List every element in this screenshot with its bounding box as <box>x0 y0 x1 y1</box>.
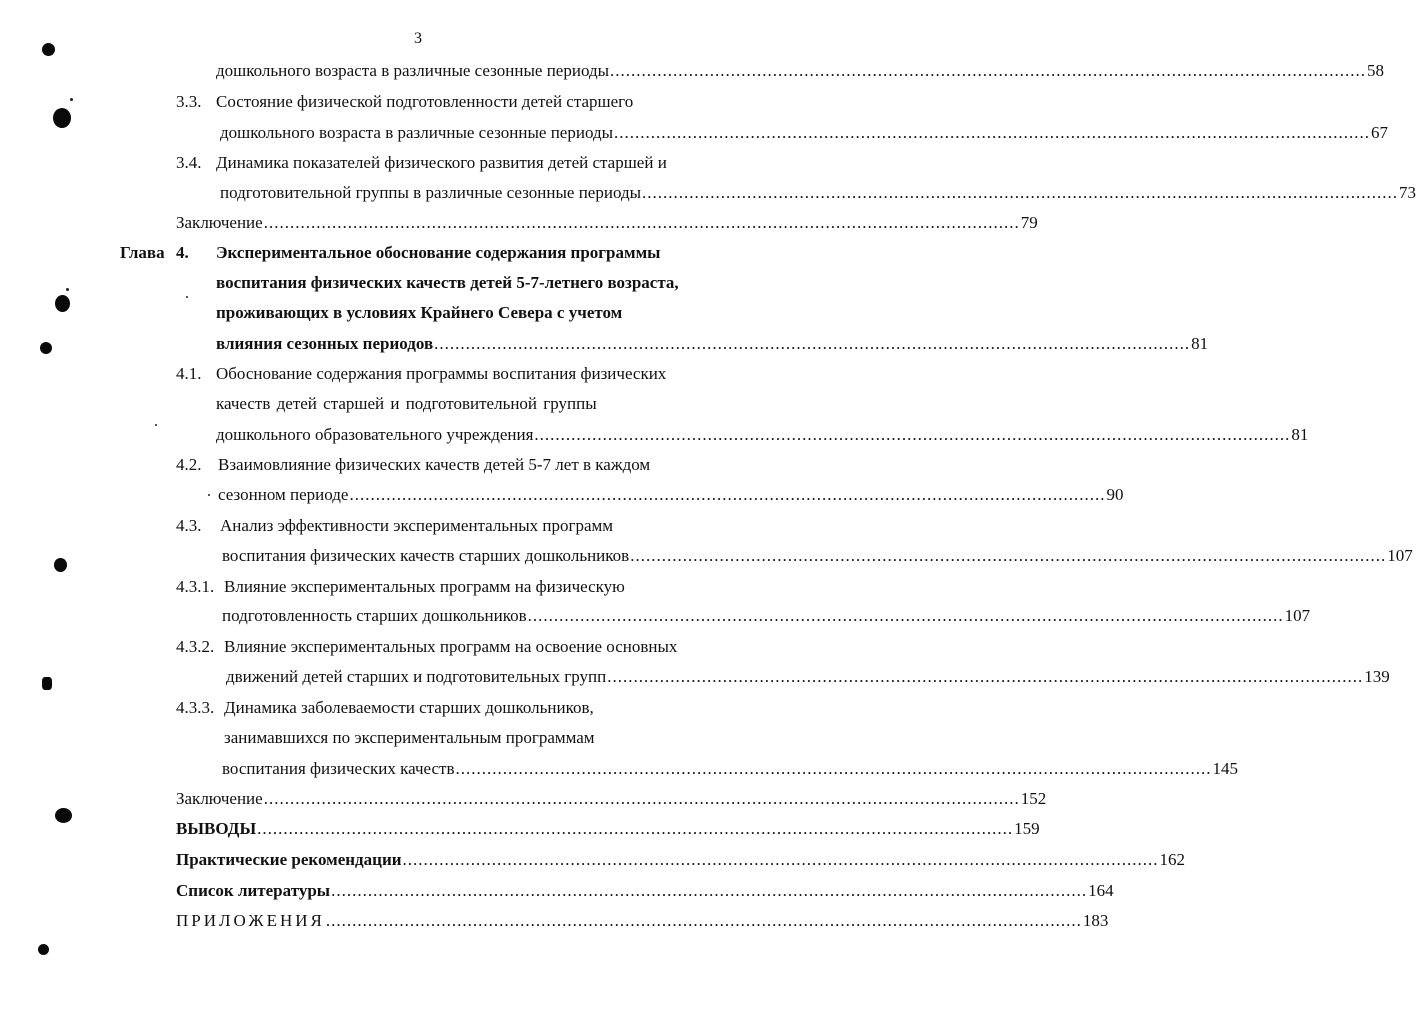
leader-dots: ................................................................................................................................................ <box>263 213 1020 232</box>
toc-section-number: 4.3.1. <box>176 577 215 596</box>
toc-page-number: 152 <box>1020 789 1047 808</box>
toc-entry-text: Влияние экспериментальных программ на освоение основных <box>224 637 678 656</box>
toc-page-number: 90 <box>1106 485 1124 504</box>
speck-mark <box>70 98 73 101</box>
punch-hole-mark <box>42 43 55 56</box>
punch-hole-mark <box>54 558 67 572</box>
toc-entry-4-3-2 <box>226 666 1390 688</box>
toc-section-number: 4.2. <box>176 455 202 474</box>
leader-dots: ................................................................................................................................................ <box>402 850 1159 869</box>
speck-mark <box>186 296 188 298</box>
toc-entry-references <box>176 880 1114 902</box>
toc-entry-3-3 <box>220 122 1389 144</box>
toc-entry-text: Заключение <box>176 789 263 808</box>
leader-dots: ................................................................................................................................................ <box>614 123 1371 142</box>
toc-entry-text: Анализ эффективности экспериментальных программ <box>220 516 614 535</box>
toc-page-number: 145 <box>1212 759 1239 778</box>
toc-entry-text: сезонном периоде <box>218 485 349 504</box>
toc-entry-text: ВЫВОДЫ <box>176 819 257 838</box>
toc-entry-text: Динамика заболеваемости старших дошкольников, <box>224 698 594 717</box>
chapter-number: 4. <box>176 243 189 262</box>
toc-entry-text: Список литературы <box>176 881 331 900</box>
toc-entry-text: дошкольного образовательного учреждения <box>216 425 534 444</box>
chapter-title: Экспериментальное обоснование содержания программы <box>216 243 661 262</box>
toc-entry-text: Заключение <box>176 213 263 232</box>
page-number: 3 <box>414 30 422 47</box>
toc-entry-text: Практические рекомендации <box>176 850 402 869</box>
leader-dots: ................................................................................................................................................ <box>607 667 1364 686</box>
toc-page-number: 164 <box>1088 881 1114 900</box>
toc-entry-conclusions <box>176 818 1040 840</box>
toc-entry-text: качеств детей старшей и подготовительной группы <box>216 394 597 413</box>
chapter-title: воспитания физических качеств детей 5-7-летнего возраста, <box>216 273 679 292</box>
punch-hole-mark <box>38 944 49 955</box>
toc-entry-4-3-3 <box>222 758 1239 780</box>
toc-section-number: 3.3. <box>176 92 202 111</box>
toc-entry-text: дошкольного возраста в различные сезонные периоды <box>216 61 610 80</box>
toc-entry-text: занимавшихся по экспериментальным программам <box>224 728 595 747</box>
toc-entry-text: подготовительной группы в различные сезонные периоды <box>220 183 642 202</box>
toc-page-number: 58 <box>1367 61 1385 80</box>
toc-section-number: 4.3.3. <box>176 698 215 717</box>
punch-hole-mark <box>53 108 71 128</box>
punch-hole-mark <box>55 295 70 312</box>
toc-section-number: 4.3. <box>176 516 202 535</box>
toc-entry-text: воспитания физических качеств <box>222 759 455 778</box>
toc-page-number: 162 <box>1159 850 1186 869</box>
toc-page-number: 139 <box>1364 667 1390 686</box>
toc-entry-4-2 <box>218 484 1124 506</box>
leader-dots: ................................................................................................................................................ <box>630 546 1387 565</box>
toc-section-number: 4.1. <box>176 364 202 383</box>
toc-entry-conclusion-4 <box>176 788 1047 810</box>
toc-entry-text: Состояние физической подготовленности детей старшего <box>216 92 634 111</box>
toc-entry-appendices <box>176 910 1109 932</box>
toc-entry-text: воспитания физических качеств старших дошкольников <box>222 546 630 565</box>
toc-page-number: 183 <box>1082 911 1109 930</box>
punch-hole-mark <box>55 808 72 823</box>
leader-dots: ................................................................................................................................................ <box>349 485 1106 504</box>
toc-section-number: 3.4. <box>176 153 202 172</box>
leader-dots: ................................................................................................................................................ <box>434 334 1191 353</box>
toc-entry-recommendations <box>176 849 1186 871</box>
toc-entry-chapter-4 <box>216 333 1209 355</box>
toc-page-number: 107 <box>1387 546 1413 565</box>
toc-entry-3-4 <box>220 182 1416 204</box>
chapter-title: проживающих в условиях Крайнего Севера с учетом <box>216 303 623 322</box>
toc-page-number: 159 <box>1014 819 1040 838</box>
leader-dots: ................................................................................................................................................ <box>257 819 1014 838</box>
speck-mark <box>208 494 210 496</box>
toc-entry-text: дошкольного возраста в различные сезонные периоды <box>220 123 614 142</box>
leader-dots: ................................................................................................................................................ <box>534 425 1291 444</box>
toc-entry-text: ПРИЛОЖЕНИЯ <box>176 911 325 930</box>
leader-dots: ................................................................................................................................................ <box>610 61 1367 80</box>
toc-entry-text: движений детей старших и подготовительных групп <box>226 667 607 686</box>
speck-mark <box>66 288 69 291</box>
chapter-title: влияния сезонных периодов <box>216 334 434 353</box>
leader-dots: ................................................................................................................................................ <box>331 881 1088 900</box>
leader-dots: ................................................................................................................................................ <box>455 759 1212 778</box>
toc-page-number: 81 <box>1191 334 1209 353</box>
toc-entry-text: Влияние экспериментальных программ на физическую <box>224 577 625 596</box>
leader-dots: ................................................................................................................................................ <box>642 183 1399 202</box>
speck-mark <box>155 424 157 426</box>
punch-hole-mark <box>42 677 52 690</box>
leader-dots: ................................................................................................................................................ <box>527 606 1284 625</box>
toc-entry-3-2-cont <box>216 60 1385 82</box>
leader-dots: ................................................................................................................................................ <box>325 911 1082 930</box>
toc-entry-text: Взаимовлияние физических качеств детей 5-7 лет в каждом <box>218 455 651 474</box>
leader-dots: ................................................................................................................................................ <box>263 789 1020 808</box>
toc-entry-conclusion-3 <box>176 212 1038 234</box>
toc-entry-text: Обоснование содержания программы воспитания физических <box>216 364 667 383</box>
toc-page-number: 73 <box>1399 183 1416 202</box>
toc-page-number: 107 <box>1284 606 1311 625</box>
toc-entry-4-3-1 <box>222 605 1311 627</box>
toc-entry-text: подготовленность старших дошкольников <box>222 606 527 625</box>
toc-section-number: 4.3.2. <box>176 637 215 656</box>
toc-entry-text: Динамика показателей физического развития детей старшей и <box>216 153 667 172</box>
chapter-label: Глава <box>120 243 165 262</box>
toc-page-number: 67 <box>1371 123 1389 142</box>
toc-entry-4-3 <box>222 545 1413 567</box>
punch-hole-mark <box>40 342 52 354</box>
toc-page-number: 81 <box>1291 425 1309 444</box>
toc-page-number: 79 <box>1020 213 1038 232</box>
toc-entry-4-1 <box>216 424 1309 446</box>
